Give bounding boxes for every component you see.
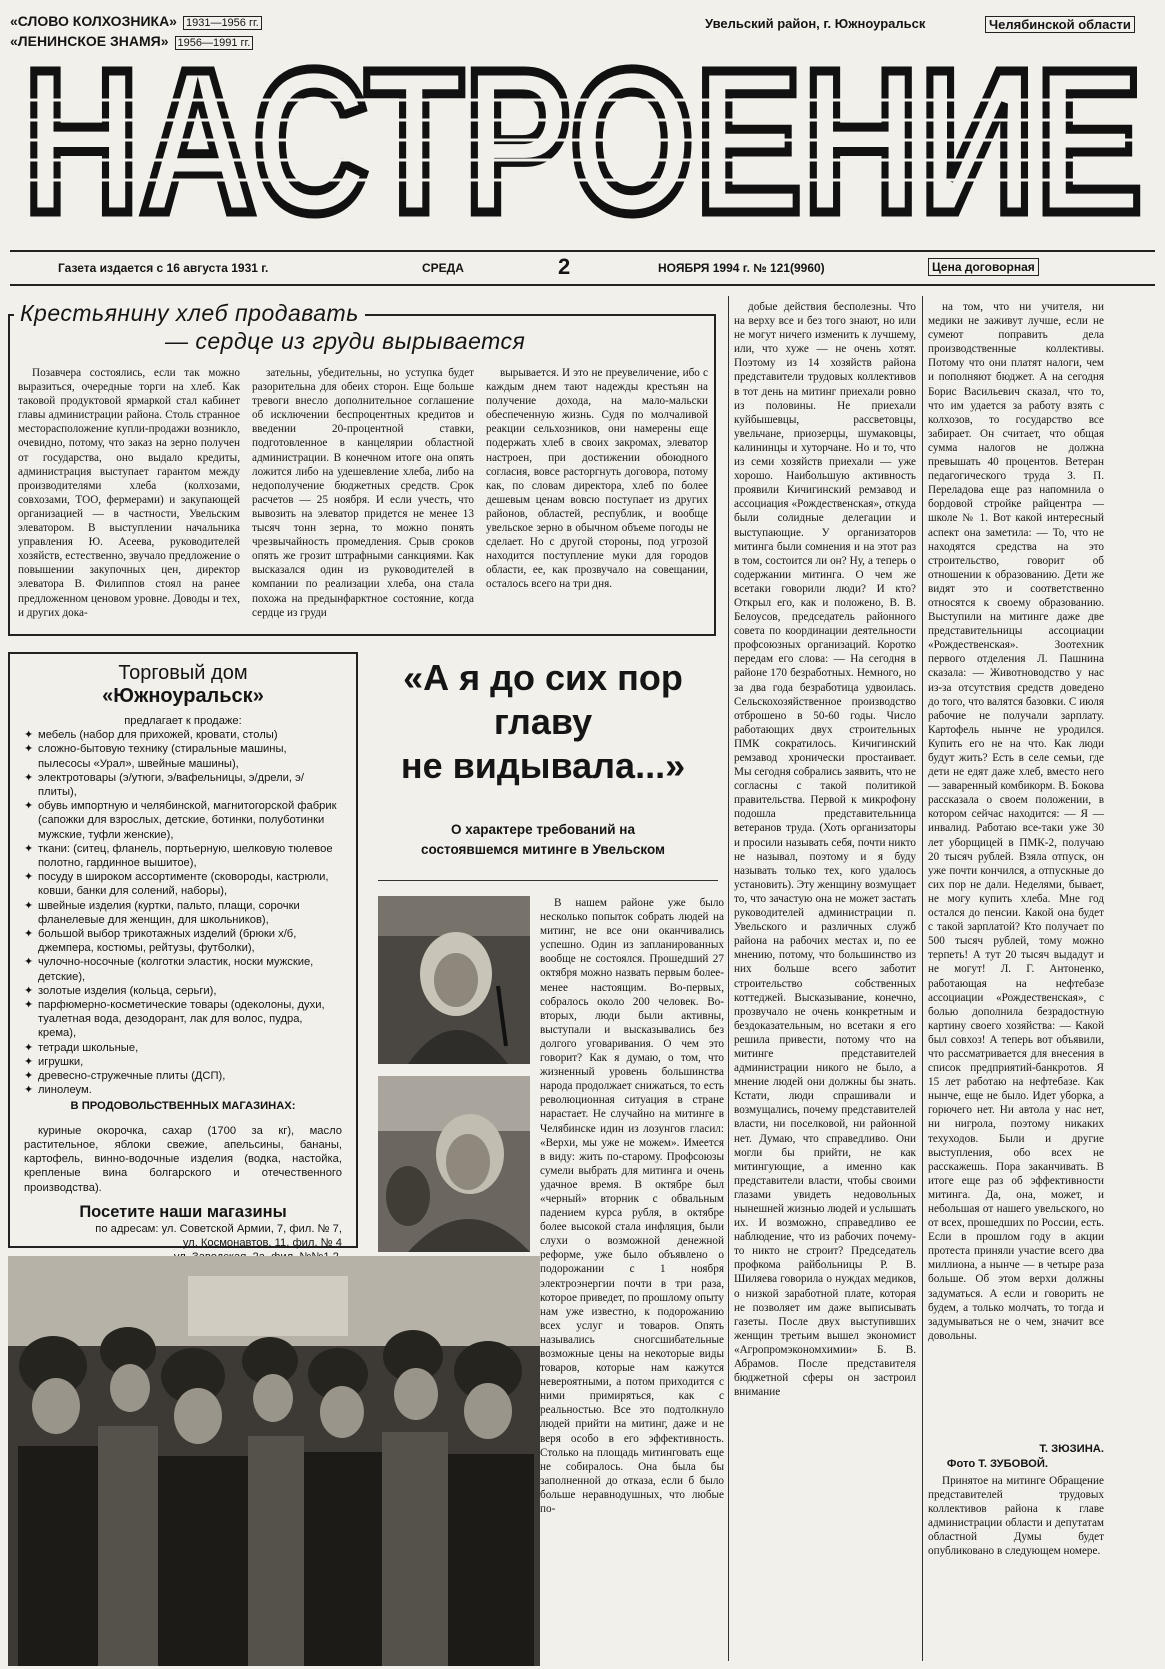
masthead-text: НАСТРОЕНИЕ bbox=[23, 40, 1143, 240]
ad-title-1: Торговый дом bbox=[118, 662, 248, 684]
article-bread-col-2: зательны, убедительны, но уступка будет разорительна для обеих сторон. Еще больше тревоги внесло дополнительное соглашение об исключении беспроцентных кредитов и введении 20-процентной ставки, подготовленное в канцелярии областной администрации. В конечном итоге она опять ложится либо на удешевление хлеба, либо на недополучение бюджетных средств. Срок расчетов — 25 ноября. И если учесть, что вывозить на элеватор придется не менее 13 тысяч тонн зерна, то можно понять чрезвычайность промедления. Срыв сроков опять же грозит штрафными санкциями. Как высказался один из руководителей в компании по реализации хлеба, она стала похожа на предынфарктное состояние, когда сердце из груди bbox=[252, 367, 474, 619]
masthead-logo bbox=[18, 40, 1148, 240]
day-number: 2 bbox=[558, 254, 571, 279]
ad-address: ул. Космонавтов, 11, фил. № 4 bbox=[182, 1236, 342, 1249]
article-bread-title-2: — сердце из груди вырывается bbox=[165, 328, 526, 354]
article-bread-title-1: Крестьянину хлеб продавать bbox=[14, 300, 365, 327]
ad-item: ✦ сложно-бытовую технику (стиральные машины, пылесосы «Урал», швейные машины), bbox=[24, 742, 342, 770]
ad-item: ✦ ткани: (ситец, фланель, портьерную, шелковую тюлевое полотно, гардинное вышитое), bbox=[24, 842, 342, 870]
ad-item: ✦ тетради школьные, bbox=[24, 1041, 342, 1055]
since-label: Газета издается с 16 августа 1931 г. bbox=[58, 261, 269, 275]
article-meeting-col-b: добые действия бесполезны. Что на верху все и без того знают, но или не могут ничего изменить к лучшему, или, что хуже — не очень хотят. Поэтому из 14 хозяйств района представители трудовых коллективов в тот день на митинг приехали ровно из половины. Не приехали куйбышевцы, рассветовцы, увельчане, приозерцы, шумаковцы, калининцы и хуторчане. Но и то, что из семи хозяйств приехали — уже хорошо. Наибольшую активность проявили Кичигинский ремзавод и ассоциация «Рождественская», откуда были солидные делегации и выступающие. У организаторов митинга были сомнения и на этот раз в том, состоится ли он? Ну, а теперь о содержании митинга. О чем же всетаки говорили люди? И кто? Открыл его, как и положено, В. В. Белоусов, председатель районного совета по координации деятельности профсоюзных организаций. Коротко передам его слова: — На сегодня в районе 170 безработных. Немного, но за два года безработица удвоилась. Сельскохозяйственное производство отброшено в 50-60 годы. Число работающих двух строительных ПМК сократилось. Кичигинский ремзавод хронически простаивает. Мы сегодня собрались заявить, что не согласны с такой политикой правительства. Первой к микрофону подошла представительница ветеранов труда. (Хоть организаторы и просили называть себя, почти никто не называл, поэтому и я буду называть только тех, кого удалось установить). Эту женщину возмущает то, что зачастую она не может застать руководителей администрации п. Увельского и различных служб района на рабочих местах и, по ее мнению, потому, что большинство из них больше всего заботит строительство собственных коттеджей. Высказывание, конечно, прозвучало не очень конкретным и бездоказательным, но всетаки я его решила привести, потому что на митинге представителей администрации никого не было, а мнение людей они должны бы знать. Кстати, люди спрашивали и возмущались, почему представителей власти, ни поселковой, ни районной нет. Думаю, что справедливо. Они могли бы прийти, не как митингующие, а именно как представители власти, чтобы своими глазами увидеть недовольных нынешней жизнью людей и услышать их. И возможно, справедливо ее наблюдение, что из рабочих почему-то никто не строит? Председатель профкома райбольницы Р. В. Шиляева говорила о нуждах медиков, о низкой заработной плате, которая не позволяет им даже выписывать газеты. После двух выступивших женщин третьим вышел экономист «Агропромэкономхимии» Б. В. Абрамов. После представителя бюджетной сферы он застроил внимание bbox=[734, 301, 916, 1399]
former-years-1: 1931—1956 гг. bbox=[183, 16, 262, 30]
article-bread-col-3: вырывается. И это не преувеличение, ибо с каждым днем тают надежды крестьян на получение дохода, на мало-мальски обеспеченную жизнь. Судя по молчаливой реакции сельхозников, они намерены еще подержать хлеб в своих закромах, элеватор настроен, при достижении обоюдного согласия, вовсе расторгнуть договора, потому как, по словам директора, хлеб по более дешевым ценам вовсю поступает из других районов, областей, республик, и вообще увельское зерно в обычном объеме погоды не сделает. Но с другой стороны, под угрозой находится поступление муки для городов области, ее, как прозвучало на совещании, осталось всего на три дня. bbox=[486, 367, 708, 591]
article-meeting-col-a: В нашем районе уже было несколько попыток собрать людей на митинг, не все они оканчивались успешно. Один из запланированных вообще не состоялся. Прошедший 27 октября можно назвать первым более-менее настоящим. Во-первых, собралось около 200 человек. Во-вторых, люди были активны, выступали и высказывались без долгого уговаривания. О чем это говорит? Как я думаю, о том, что жизненный уровень большинства народа продолжает снижаться, то есть революционная ситуация в стране нарастает. Не случайно на митинге в Челябинске идин из лозунгов гласил: «Верхи, мы уже не можем». Имеется в виду: жить по-старому. Профсоюзы сумели выбрать для митинга и очень удачное время. В октябре был «черный» вторник с обвальным падением курса рубля, в октябре более высокой стала инфляция, были слухи о возможной денежной реформе, уже было объявлено о подорожании с 1 ноября электроэнергии почти в три раза, которое приведет, по прошлому опыту нам уже известно, к подорожанию всех услуг и товаров. Опять назывались сногсшибательные возможные цены на некоторые виды товаров, которые нам кажутся невероятными, а потом приходится с ними примиряться, как с реальностью. Все это подтолкнуло людей прийти на митинг, даже и не веря особо в его эффективность. Столько на площадь митинговать еще не собиралось. Она была бы заполненной до отказа, если б было больше неравнодушных, что любые по- bbox=[540, 897, 724, 1516]
article-bread-col-1: Позавчера состоялись, если так можно выразиться, очередные торги на хлеб. Как таковой продуктовой ярмаркой стал кабинет главы администрации района. Столь странное месторасположение купли-продажи возникло, очевидно, потому, что заказ на зерно получен от государства, оно выдало кредиты, администрация выступает гарантом между производителями хлеба (колхозами, совхозами, ТОО, фермерами) и закупающей организацией — в частности, Увельским элеватором. В выступлении начальника управления Ю. Асеева, руководителей хозяйств, естественно, звучало предложение о повышении закупочных цен, директор элеватора В. Филиппов стоял на ранее предложенном ценовом уровне. Доводы и тех, и других дока- bbox=[18, 367, 240, 619]
ad-food-text: куриные окорочка, сахар (1700 за кг), масло растительное, яблоки свежие, апельсины, бананы, картофель, винно-водочные изделия (водка, настойка, крепленые вина болгарского и отечественного производства). bbox=[24, 1124, 342, 1194]
ad-item: ✦ электротовары (э/утюги, э/вафельницы, э/дрели, э/плиты), bbox=[24, 771, 342, 799]
ad-item: ✦ чулочно-носочные (колготки эластик, носки мужские, детские), bbox=[24, 955, 342, 983]
ad-title-2: «Южноуральск» bbox=[102, 685, 264, 707]
former-name-1: «СЛОВО КОЛХОЗНИКА» bbox=[10, 13, 177, 29]
article-meeting-headline: «А я до сих пор главу не видывала...» bbox=[400, 657, 686, 786]
weekday-label: СРЕДА bbox=[422, 261, 464, 275]
issue-label: НОЯБРЯ 1994 г. № 121(9960) bbox=[658, 261, 825, 275]
former-name-2: «ЛЕНИНСКОЕ ЗНАМЯ» bbox=[10, 33, 169, 49]
oblast-label: Челябинской области bbox=[985, 16, 1135, 33]
former-years-2: 1956—1991 гг. bbox=[175, 36, 254, 50]
ad-visit-title: Посетите наши магазины bbox=[79, 1202, 287, 1221]
ad-trading-house bbox=[8, 652, 358, 1248]
ad-item: ✦ посуду в широком ассортименте (сковороды, кастрюли, ковши, банки для солений, наборы), bbox=[24, 870, 342, 898]
ad-item: ✦ швейные изделия (куртки, пальто, плащи, сорочки фланелевые для женщин, для школьников), bbox=[24, 899, 342, 927]
ad-item: ✦ мебель (набор для прихожей, кровати, столы) bbox=[24, 728, 342, 742]
ad-food-header: В ПРОДОВОЛЬСТВЕННЫХ МАГАЗИНАХ: bbox=[70, 1100, 296, 1113]
ad-item: ✦ золотые изделия (кольца, серьги), bbox=[24, 984, 342, 998]
ad-item: ✦ парфюмерно-косметические товары (одеколоны, духи, туалетная вода, дезодорант, лак для волос, пудра, крема), bbox=[24, 998, 342, 1041]
author-signature: Т. ЗЮЗИНА. bbox=[1039, 1443, 1104, 1455]
ad-item: ✦ обувь импортную и челябинской, магнитогорской фабрик (сапожки для взрослых, детские, ботинки, полуботинки мужские, туфли женские), bbox=[24, 799, 342, 842]
ad-item: ✦ линолеум. bbox=[24, 1083, 342, 1097]
ad-item-list bbox=[24, 728, 342, 1097]
price-label: Цена договорная bbox=[928, 258, 1039, 276]
article-meeting-col-c-tail: Принятое на митинге Обращение представителей трудовых коллективов района к главе администрации области и депутатам областной Думы будет опубликовано в следующем номере. bbox=[928, 1475, 1104, 1558]
ad-intro: предлагает к продаже: bbox=[124, 715, 242, 727]
region-label: Увельский район, г. Южноуральск bbox=[705, 16, 926, 31]
ad-item: ✦ игрушки, bbox=[24, 1055, 342, 1069]
article-meeting-subhead: О характере требований на состоявшемся митинге в Увельском bbox=[420, 822, 666, 857]
article-meeting-col-c: на том, что ни учителя, ни медики не заживут лучше, если не сумеют поправить дела производственные коллективы. Потому что они платят налоги, чем и пополняют бюджет. А на сегодня Борис Васильевич сказал, что то, что им удается за работу взять с колхозов, то государство все забирает. Он считает, что общая сумма налогов не должна превышать 40 процентов. Ветеран педагогического труда З. П. Переладова еще раз напомнила о бордовой стройке райцентра — школе № 1. Вот какой интересный аспект она заметила: — То, что не находятся средства на это строительство, говорит об отношении к образованию. Дети же видят это и соответственно относятся к своему образованию. Выступили на митинге даже две представительницы ассоциации «Рождественская». Зоотехник первого отделения Л. Пашнина сказала: — Животноводство у нас из-за отсутствия средств доведено до того, что валятся базовки. С июля рабочие не получали зарплату. Картофель нынче не уродился. Купить его не на что. Как люди будут жить? Есть в селе семьи, где дети не едят даже хлеб, вместо него — заваренный комбикорм. В. Бокова рассказала о своем положении, в котором сейчас находится: — Я — инвалид. Работаю все-таки уже 30 лет уборщицей в ПМК-2, получаю 20 тысяч рублей. Взяла отпуск, он уже почти кончился, а отпускные до сих пор не дали. Неделями, бывает, не могу купить хлеба. Мне год остался до пенсии. Какой она будет с такой зарплатой? Кто получает по 500 тысяч рублей, тому можно терпеть! А тут 20 тысяч выдадут и не могут! Л. Г. Антоненко, работающая на нефтебазе ассоциации «Рождественская», с болью дополнила безрадостную картину своего хозяйства: — Какой был совхоз! А теперь вот объявили, что рассматривается для внесения в список предприятий-банкротов. Я 15 лет работаю на нефтебазе. Как нынче, еще не было. Идет уборка, а горючего нет. Ни автола у нас нет, ни нигрола, поэтому никаких техуходов. Были и другие выступления, обо всех не расскажешь. Пора заканчивать. В итоге еще раз об эффективности митинга. Да, она, может, и небольшая от нашего увельского, но от всех, прошедших по России, есть. Если в прошлом году в акции протеста приняли участие всего два миллиона, а нынче — в четыре раза больше. Об этом верхи должны задуматься. А если и говорить не будем, а только молчать, то тогда и задумываться не о чем, значит все довольны. bbox=[928, 301, 1104, 1342]
ad-item: ✦ большой выбор трикотажных изделий (брюки х/б, джемпера, костюмы, рейтузы, футболки), bbox=[24, 927, 342, 955]
photo-credit: Фото Т. ЗУБОВОЙ. bbox=[946, 1458, 1048, 1470]
ad-item: ✦ древесно-стружечные плиты (ДСП), bbox=[24, 1069, 342, 1083]
dateline-bar bbox=[10, 250, 1155, 286]
photo-woman-scarf bbox=[378, 896, 530, 1064]
ad-address: по адресам: ул. Советской Армии, 7, фил. № 7, bbox=[95, 1222, 342, 1235]
photo-crowd bbox=[8, 1256, 540, 1666]
photo-woman-speaking bbox=[378, 1076, 530, 1252]
